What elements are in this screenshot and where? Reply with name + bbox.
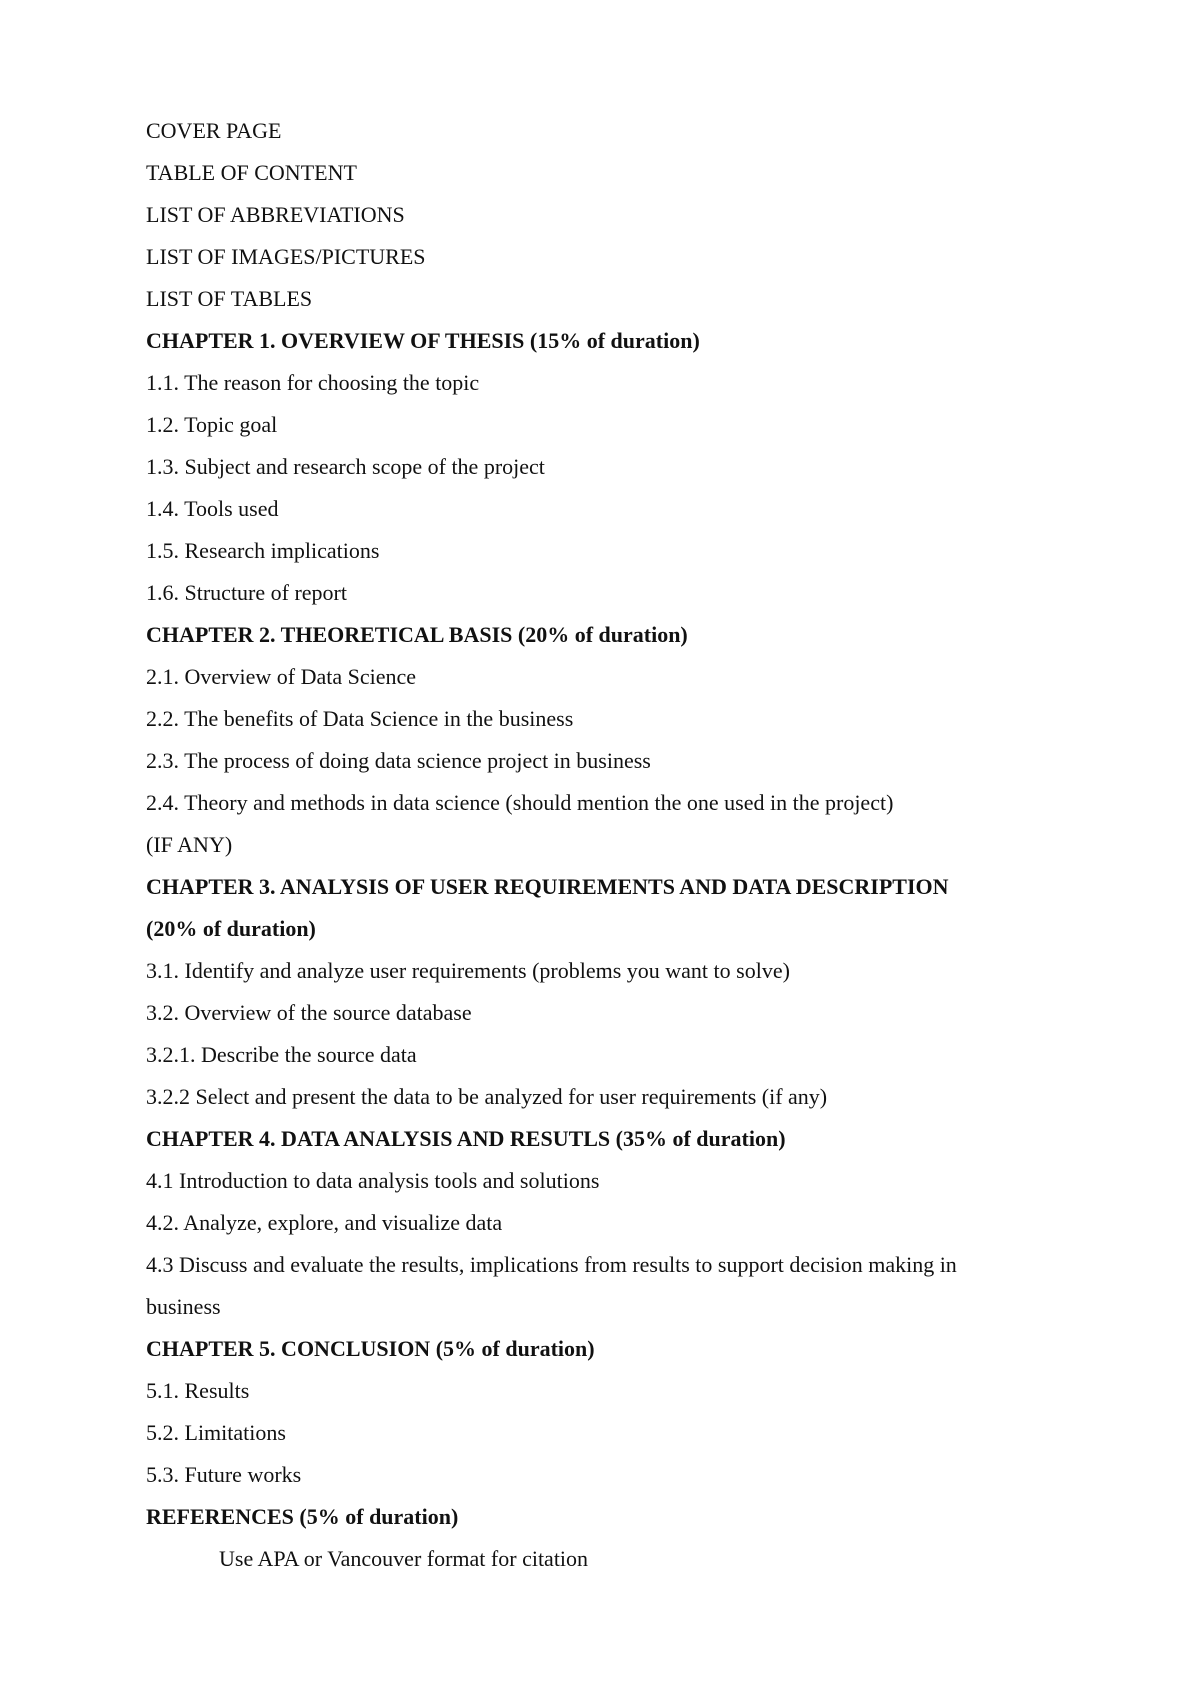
section-5-3: 5.3. Future works bbox=[146, 1462, 302, 1487]
references-heading: REFERENCES (5% of duration) bbox=[146, 1504, 459, 1529]
section-2-1: 2.1. Overview of Data Science bbox=[146, 664, 417, 689]
outline-line-list-of-abbreviations: LIST OF ABBREVIATIONS bbox=[146, 202, 405, 227]
outline-line-list-of-images: LIST OF IMAGES/PICTURES bbox=[146, 244, 426, 269]
section-3-2-2: 3.2.2 Select and present the data to be analyzed for user requirements (if any) bbox=[146, 1084, 828, 1109]
chapter-1-heading: CHAPTER 1. OVERVIEW OF THESIS (15% of duration) bbox=[146, 328, 700, 353]
outline-line-table-of-content: TABLE OF CONTENT bbox=[146, 160, 357, 185]
section-1-2: 1.2. Topic goal bbox=[146, 412, 278, 437]
section-4-1: 4.1 Introduction to data analysis tools and solutions bbox=[146, 1168, 600, 1193]
section-2-3: 2.3. The process of doing data science project in business bbox=[146, 748, 651, 773]
section-5-1: 5.1. Results bbox=[146, 1378, 250, 1403]
chapter-5-heading: CHAPTER 5. CONCLUSION (5% of duration) bbox=[146, 1336, 595, 1361]
section-2-2: 2.2. The benefits of Data Science in the business bbox=[146, 706, 574, 731]
chapter-2-heading: CHAPTER 2. THEORETICAL BASIS (20% of duration) bbox=[146, 622, 688, 647]
section-1-3: 1.3. Subject and research scope of the project bbox=[146, 454, 545, 479]
section-5-2: 5.2. Limitations bbox=[146, 1420, 286, 1445]
outline-line-list-of-tables: LIST OF TABLES bbox=[146, 286, 313, 311]
section-2-4-continued: (IF ANY) bbox=[146, 832, 233, 857]
document-body bbox=[146, 110, 1066, 1580]
section-3-2: 3.2. Overview of the source database bbox=[146, 1000, 472, 1025]
chapter-4-heading: CHAPTER 4. DATA ANALYSIS AND RESUTLS (35% of duration) bbox=[146, 1126, 786, 1151]
section-4-3-continued: business bbox=[146, 1294, 221, 1319]
section-1-1: 1.1. The reason for choosing the topic bbox=[146, 370, 480, 395]
section-1-4: 1.4. Tools used bbox=[146, 496, 279, 521]
chapter-3-heading-continued: (20% of duration) bbox=[146, 916, 316, 941]
section-4-3: 4.3 Discuss and evaluate the results, implications from results to support decision making in bbox=[146, 1252, 957, 1277]
section-2-4: 2.4. Theory and methods in data science (should mention the one used in the project) bbox=[146, 790, 894, 815]
section-1-6: 1.6. Structure of report bbox=[146, 580, 347, 605]
section-3-1: 3.1. Identify and analyze user requirements (problems you want to solve) bbox=[146, 958, 790, 983]
outline-line-cover-page: COVER PAGE bbox=[146, 118, 282, 143]
section-3-2-1: 3.2.1. Describe the source data bbox=[146, 1042, 417, 1067]
citation-format-note: Use APA or Vancouver format for citation bbox=[219, 1546, 589, 1571]
section-1-5: 1.5. Research implications bbox=[146, 538, 380, 563]
chapter-3-heading: CHAPTER 3. ANALYSIS OF USER REQUIREMENTS AND DATA DESCRIPTION bbox=[146, 874, 949, 899]
section-4-2: 4.2. Analyze, explore, and visualize data bbox=[146, 1210, 503, 1235]
